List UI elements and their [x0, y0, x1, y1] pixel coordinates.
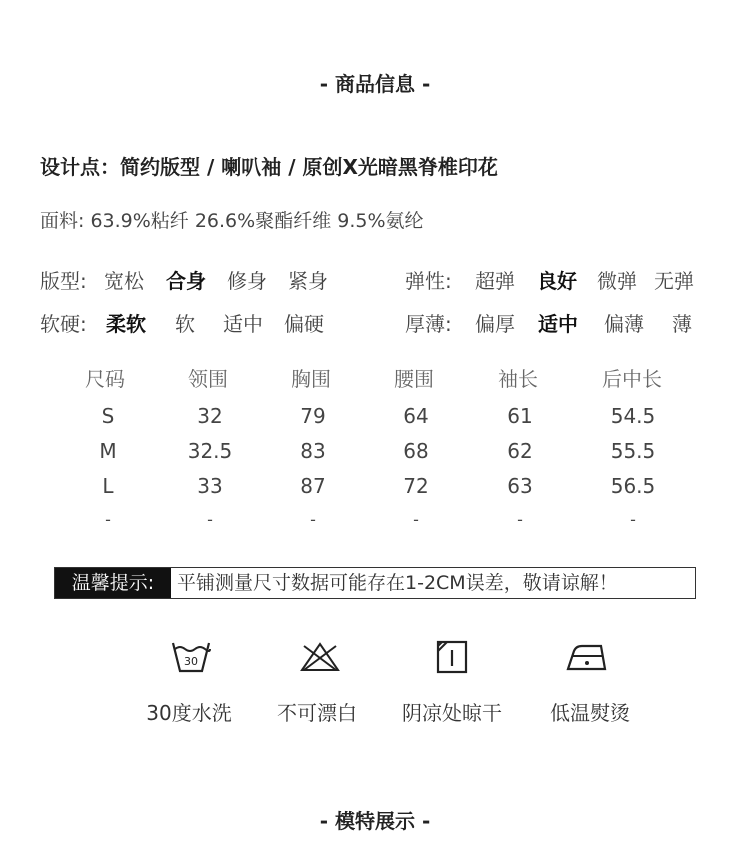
attribute-option: 偏厚: [475, 312, 515, 336]
table-cell: 64: [403, 404, 429, 428]
design-points: 设计点：简约版型 / 喇叭袖 / 原创X光暗黑脊椎印花: [40, 155, 498, 179]
table-cell: 32.5: [187, 439, 233, 463]
table-cell: 62: [507, 439, 533, 463]
table-header-cell: 尺码: [85, 367, 125, 391]
table-cell: 79: [300, 404, 326, 428]
table-cell: 83: [300, 439, 326, 463]
attribute-option-selected: 柔软: [106, 312, 146, 336]
no-bleach-icon: [298, 640, 342, 674]
attribute-option-selected: 适中: [538, 312, 578, 336]
table-cell: -: [517, 510, 523, 529]
tip-box: [54, 567, 696, 599]
attribute-option-selected: 良好: [537, 269, 577, 293]
care-label-no-bleach: 不可漂白: [277, 701, 357, 725]
table-header-cell: 袖长: [498, 367, 538, 391]
table-header-cell: 后中长: [602, 367, 662, 391]
wash-30-icon: [170, 637, 212, 677]
care-label-wash: 30度水洗: [146, 701, 232, 725]
table-cell: S: [101, 404, 115, 428]
table-cell: -: [105, 510, 111, 529]
table-cell: 63: [507, 474, 533, 498]
table-cell: 61: [507, 404, 533, 428]
attribute-option: 无弹: [654, 269, 694, 293]
table-cell: M: [99, 439, 117, 463]
table-cell: 56.5: [610, 474, 656, 498]
attribute-option-selected: 合身: [166, 269, 206, 293]
table-cell: -: [207, 510, 213, 529]
wash-temperature-text: 30: [184, 655, 198, 668]
attribute-option: 软: [175, 312, 195, 336]
table-cell: -: [310, 510, 316, 529]
attribute-option: 偏硬: [284, 312, 324, 336]
attribute-label: 版型:: [40, 269, 87, 293]
table-cell: 87: [300, 474, 326, 498]
care-label-shade-dry: 阴凉处晾干: [402, 701, 502, 725]
attribute-label: 厚薄:: [405, 312, 452, 336]
attribute-option: 偏薄: [604, 312, 644, 336]
attribute-option: 宽松: [104, 269, 144, 293]
attribute-label: 软硬:: [40, 312, 87, 336]
table-header-cell: 胸围: [291, 367, 331, 391]
attribute-label: 弹性:: [405, 269, 452, 293]
attribute-option: 紧身: [288, 269, 328, 293]
care-label-low-iron: 低温熨烫: [550, 701, 630, 725]
table-cell: -: [630, 510, 636, 529]
low-iron-icon: [565, 641, 609, 673]
table-cell: 54.5: [610, 404, 656, 428]
table-cell: 32: [197, 404, 223, 428]
attribute-option: 修身: [227, 269, 267, 293]
table-cell: 33: [197, 474, 223, 498]
section-title-model: - 模特展示 -: [319, 809, 431, 833]
attribute-option: 超弹: [475, 269, 515, 293]
tip-label: 温馨提示:: [55, 568, 171, 598]
attribute-option: 适中: [223, 312, 263, 336]
table-cell: 55.5: [610, 439, 656, 463]
table-header-cell: 腰围: [394, 367, 434, 391]
table-cell: -: [413, 510, 419, 529]
tip-text: 平铺测量尺寸数据可能存在1-2CM误差，敬请谅解！: [177, 572, 618, 594]
table-header-cell: 领围: [188, 367, 228, 391]
table-cell: L: [102, 474, 114, 498]
table-cell: 68: [403, 439, 429, 463]
fabric-composition: 面料: 63.9%粘纤 26.6%聚酯纤维 9.5%氨纶: [40, 210, 424, 232]
attribute-option: 微弹: [597, 269, 637, 293]
attribute-option: 薄: [672, 312, 692, 336]
shade-dry-icon: [436, 640, 468, 674]
table-cell: 72: [403, 474, 429, 498]
section-title-product-info: - 商品信息 -: [319, 72, 431, 96]
